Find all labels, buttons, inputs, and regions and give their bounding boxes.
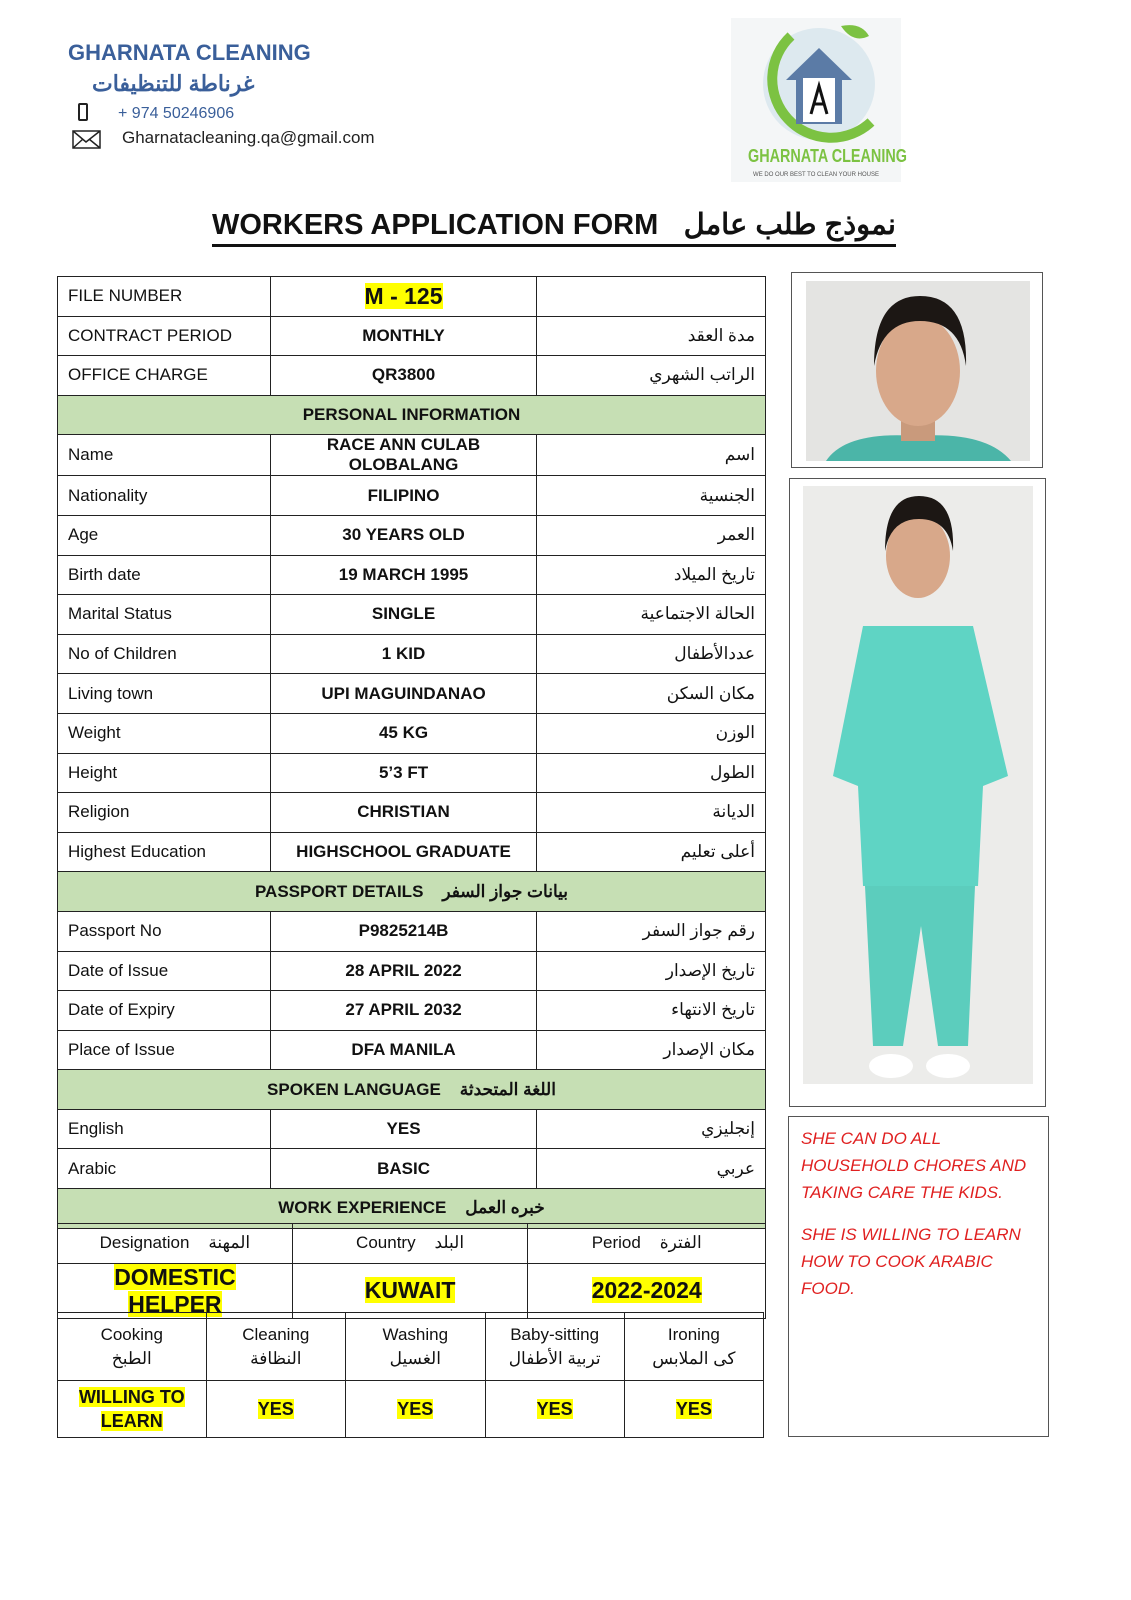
field-value <box>270 277 537 317</box>
field-label: Marital Status <box>58 595 271 635</box>
skill-header <box>624 1313 763 1381</box>
table-row <box>58 356 766 396</box>
field-label-arabic: عددالأطفال <box>537 634 766 674</box>
field-label-arabic: الطول <box>537 753 766 793</box>
table-row <box>58 991 766 1031</box>
field-value <box>270 476 537 516</box>
table-row <box>58 277 766 317</box>
logo-emblem <box>731 18 901 144</box>
remarks-box <box>788 1116 1049 1437</box>
table-row <box>58 911 766 951</box>
field-label-arabic: تاريخ الميلاد <box>537 555 766 595</box>
value-text: P9825214B <box>358 921 449 941</box>
skill-value <box>58 1381 207 1438</box>
form-title <box>212 208 896 247</box>
field-label-arabic: مدة العقد <box>537 316 766 356</box>
experience-value <box>58 1263 293 1318</box>
envelope-icon <box>72 130 102 150</box>
table-row <box>58 1030 766 1070</box>
field-label-arabic: رقم جواز السفر <box>537 911 766 951</box>
field-label: Height <box>58 753 271 793</box>
skill-header <box>485 1313 624 1381</box>
field-label-arabic: الراتب الشهري <box>537 356 766 396</box>
table-row <box>58 316 766 356</box>
field-label-arabic: الجنسية <box>537 476 766 516</box>
portrait-photo <box>806 281 1030 461</box>
field-value <box>270 991 537 1031</box>
section-title-en: WORK EXPERIENCE <box>278 1198 447 1218</box>
field-label: Weight <box>58 713 271 753</box>
skill-value-text: YES <box>257 1399 294 1419</box>
experience-header <box>58 1224 293 1264</box>
table-row <box>58 1149 766 1189</box>
header-en: Period <box>591 1233 641 1253</box>
skill-name: Baby-sitting <box>510 1324 600 1344</box>
value-text: DFA MANILA <box>351 1039 456 1059</box>
value-text: 28 APRIL 2022 <box>345 960 462 980</box>
header-ar: المهنة <box>208 1233 251 1253</box>
portrait-photo-frame <box>791 272 1043 468</box>
value-text: MONTHLY <box>362 325 445 345</box>
skill-value <box>624 1381 763 1438</box>
form-title-en: WORKERS APPLICATION FORM <box>212 209 659 241</box>
section-title-ar: خبره العمل <box>465 1198 545 1218</box>
table-row <box>58 713 766 753</box>
experience-header <box>292 1224 528 1264</box>
table-row <box>58 1109 766 1149</box>
experience-value-text: 2022-2024 <box>591 1277 702 1304</box>
company-name: GHARNATA CLEANING <box>68 40 311 65</box>
field-label-arabic: تاريخ الانتهاء <box>537 991 766 1031</box>
full-body-photo-frame <box>789 478 1046 1107</box>
full-body-photo <box>803 486 1033 1084</box>
table-row <box>58 476 766 516</box>
table-row <box>58 595 766 635</box>
section-header <box>58 1070 766 1110</box>
skill-name: Washing <box>382 1324 449 1344</box>
field-value <box>270 1149 537 1189</box>
skill-value-text: YES <box>536 1399 573 1419</box>
value-text: 45 KG <box>378 723 429 743</box>
table-row <box>58 674 766 714</box>
skill-name-ar: الغسيل <box>389 1348 441 1368</box>
skill-value-text: WILLING TO LEARN <box>78 1387 185 1431</box>
field-value <box>270 713 537 753</box>
section-title <box>58 1070 766 1110</box>
value-text: 27 APRIL 2032 <box>345 1000 462 1020</box>
value-text: 19 MARCH 1995 <box>338 564 469 584</box>
company-name-arabic: غرناطة للتنظيفات <box>92 71 255 96</box>
skill-name: Ironing <box>667 1324 720 1344</box>
field-label: Arabic <box>58 1149 271 1189</box>
skill-name: Cleaning <box>242 1324 310 1344</box>
skill-name-ar: كى الملابس <box>652 1348 736 1368</box>
field-label-arabic: الديانة <box>537 793 766 833</box>
field-value <box>270 1109 537 1149</box>
skill-name-ar: الطبخ <box>111 1348 152 1368</box>
header-ar: الفترة <box>659 1233 702 1253</box>
skill-header <box>206 1313 346 1381</box>
field-value <box>270 515 537 555</box>
skill-value <box>485 1381 624 1438</box>
field-label-arabic: إنجليزي <box>537 1109 766 1149</box>
experience-header <box>528 1224 766 1264</box>
experience-value <box>292 1263 528 1318</box>
logo-text: GHARNATA CLEANING <box>748 146 907 166</box>
phone-icon <box>78 103 88 121</box>
value-text: FILIPINO <box>367 485 440 505</box>
skill-name-ar: النظافة <box>250 1348 302 1368</box>
value-text: 1 KID <box>381 644 426 664</box>
remark-1: SHE CAN DO ALL HOUSEHOLD CHORES AND TAKING CARE THE KIDS. <box>801 1129 1027 1202</box>
value-text: YES <box>386 1119 421 1139</box>
field-value <box>270 753 537 793</box>
field-label: Name <box>58 435 271 476</box>
field-label: Place of Issue <box>58 1030 271 1070</box>
field-label-arabic: الحالة الاجتماعية <box>537 595 766 635</box>
field-label: Date of Expiry <box>58 991 271 1031</box>
skill-header <box>58 1313 207 1381</box>
remark-2: SHE IS WILLING TO LEARN HOW TO COOK ARABIC FOOD. <box>801 1225 1021 1298</box>
phone-number: + 974 50246906 <box>118 105 235 122</box>
value-text: QR3800 <box>371 365 436 385</box>
section-title <box>58 395 766 435</box>
field-label: Religion <box>58 793 271 833</box>
field-label: Highest Education <box>58 832 271 872</box>
field-label-arabic: مكان الإصدار <box>537 1030 766 1070</box>
table-row <box>58 435 766 476</box>
work-experience-table <box>57 1223 766 1319</box>
header-ar: البلد <box>434 1233 465 1253</box>
skill-header <box>346 1313 485 1381</box>
field-value <box>270 951 537 991</box>
field-value <box>270 832 537 872</box>
value-text: HIGHSCHOOL GRADUATE <box>296 842 511 862</box>
field-value <box>270 356 537 396</box>
field-label-arabic: اسم <box>537 435 766 476</box>
field-label: Birth date <box>58 555 271 595</box>
field-label: FILE NUMBER <box>58 277 271 317</box>
field-label-arabic: الوزن <box>537 713 766 753</box>
field-label: Date of Issue <box>58 951 271 991</box>
header-en: Country <box>356 1233 416 1253</box>
field-label-arabic: مكان السكن <box>537 674 766 714</box>
skill-value <box>346 1381 485 1438</box>
field-label: No of Children <box>58 634 271 674</box>
value-text: RACE ANN CULAB OLOBALANG <box>326 435 481 475</box>
file-number: M - 125 <box>364 282 443 309</box>
email-address: Gharnatacleaning.qa@gmail.com <box>122 128 375 147</box>
experience-value-text: KUWAIT <box>364 1277 456 1304</box>
table-row <box>58 634 766 674</box>
table-row <box>58 753 766 793</box>
field-label-arabic: عربي <box>537 1149 766 1189</box>
section-header <box>58 872 766 912</box>
table-row <box>58 951 766 991</box>
field-value <box>270 316 537 356</box>
value-text: UPI MAGUINDANAO <box>321 683 486 703</box>
section-header <box>58 395 766 435</box>
field-value <box>270 1030 537 1070</box>
field-value <box>270 911 537 951</box>
value-text: 5’3 FT <box>378 762 429 782</box>
field-label: OFFICE CHARGE <box>58 356 271 396</box>
field-value <box>270 793 537 833</box>
experience-value <box>528 1263 766 1318</box>
section-title-en: SPOKEN LANGUAGE <box>267 1079 441 1099</box>
skill-value-text: YES <box>675 1399 712 1419</box>
form-title-ar: نموذج طلب عامل <box>683 209 896 241</box>
field-value <box>270 634 537 674</box>
field-value <box>270 435 537 476</box>
field-label-arabic: العمر <box>537 515 766 555</box>
field-label-arabic <box>537 277 766 317</box>
field-label: Living town <box>58 674 271 714</box>
section-title-ar: بيانات جواز السفر <box>442 881 569 901</box>
skills-table <box>57 1312 764 1438</box>
field-value <box>270 674 537 714</box>
skill-value <box>206 1381 346 1438</box>
skill-name: Cooking <box>100 1324 163 1344</box>
section-title-en: PASSPORT DETAILS <box>254 881 424 901</box>
value-text: BASIC <box>377 1158 430 1178</box>
application-table <box>57 276 766 1229</box>
field-label: Age <box>58 515 271 555</box>
field-value <box>270 555 537 595</box>
company-logo <box>731 18 907 182</box>
field-label: Passport No <box>58 911 271 951</box>
field-label-arabic: أعلى تعليم <box>537 832 766 872</box>
experience-value-text: DOMESTIC HELPER <box>114 1263 236 1317</box>
table-row <box>58 793 766 833</box>
table-row <box>58 555 766 595</box>
field-label: CONTRACT PERIOD <box>58 316 271 356</box>
section-title <box>58 872 766 912</box>
field-label: Nationality <box>58 476 271 516</box>
skill-value-text: YES <box>397 1399 434 1419</box>
logo-tagline: WE DO OUR BEST TO CLEAN YOUR HOUSE <box>753 172 879 178</box>
section-title-ar: اللغة المتحدثة <box>459 1079 556 1099</box>
field-label-arabic: تاريخ الإصدار <box>537 951 766 991</box>
field-label: English <box>58 1109 271 1149</box>
header-en: Designation <box>99 1233 190 1253</box>
section-title-en: PERSONAL INFORMATION <box>302 405 521 425</box>
table-row <box>58 515 766 555</box>
table-row <box>58 832 766 872</box>
field-value <box>270 595 537 635</box>
skill-name-ar: تربية الأطفال <box>508 1348 601 1368</box>
value-text: 30 YEARS OLD <box>342 525 465 545</box>
value-text: SINGLE <box>371 604 436 624</box>
value-text: CHRISTIAN <box>357 802 450 822</box>
